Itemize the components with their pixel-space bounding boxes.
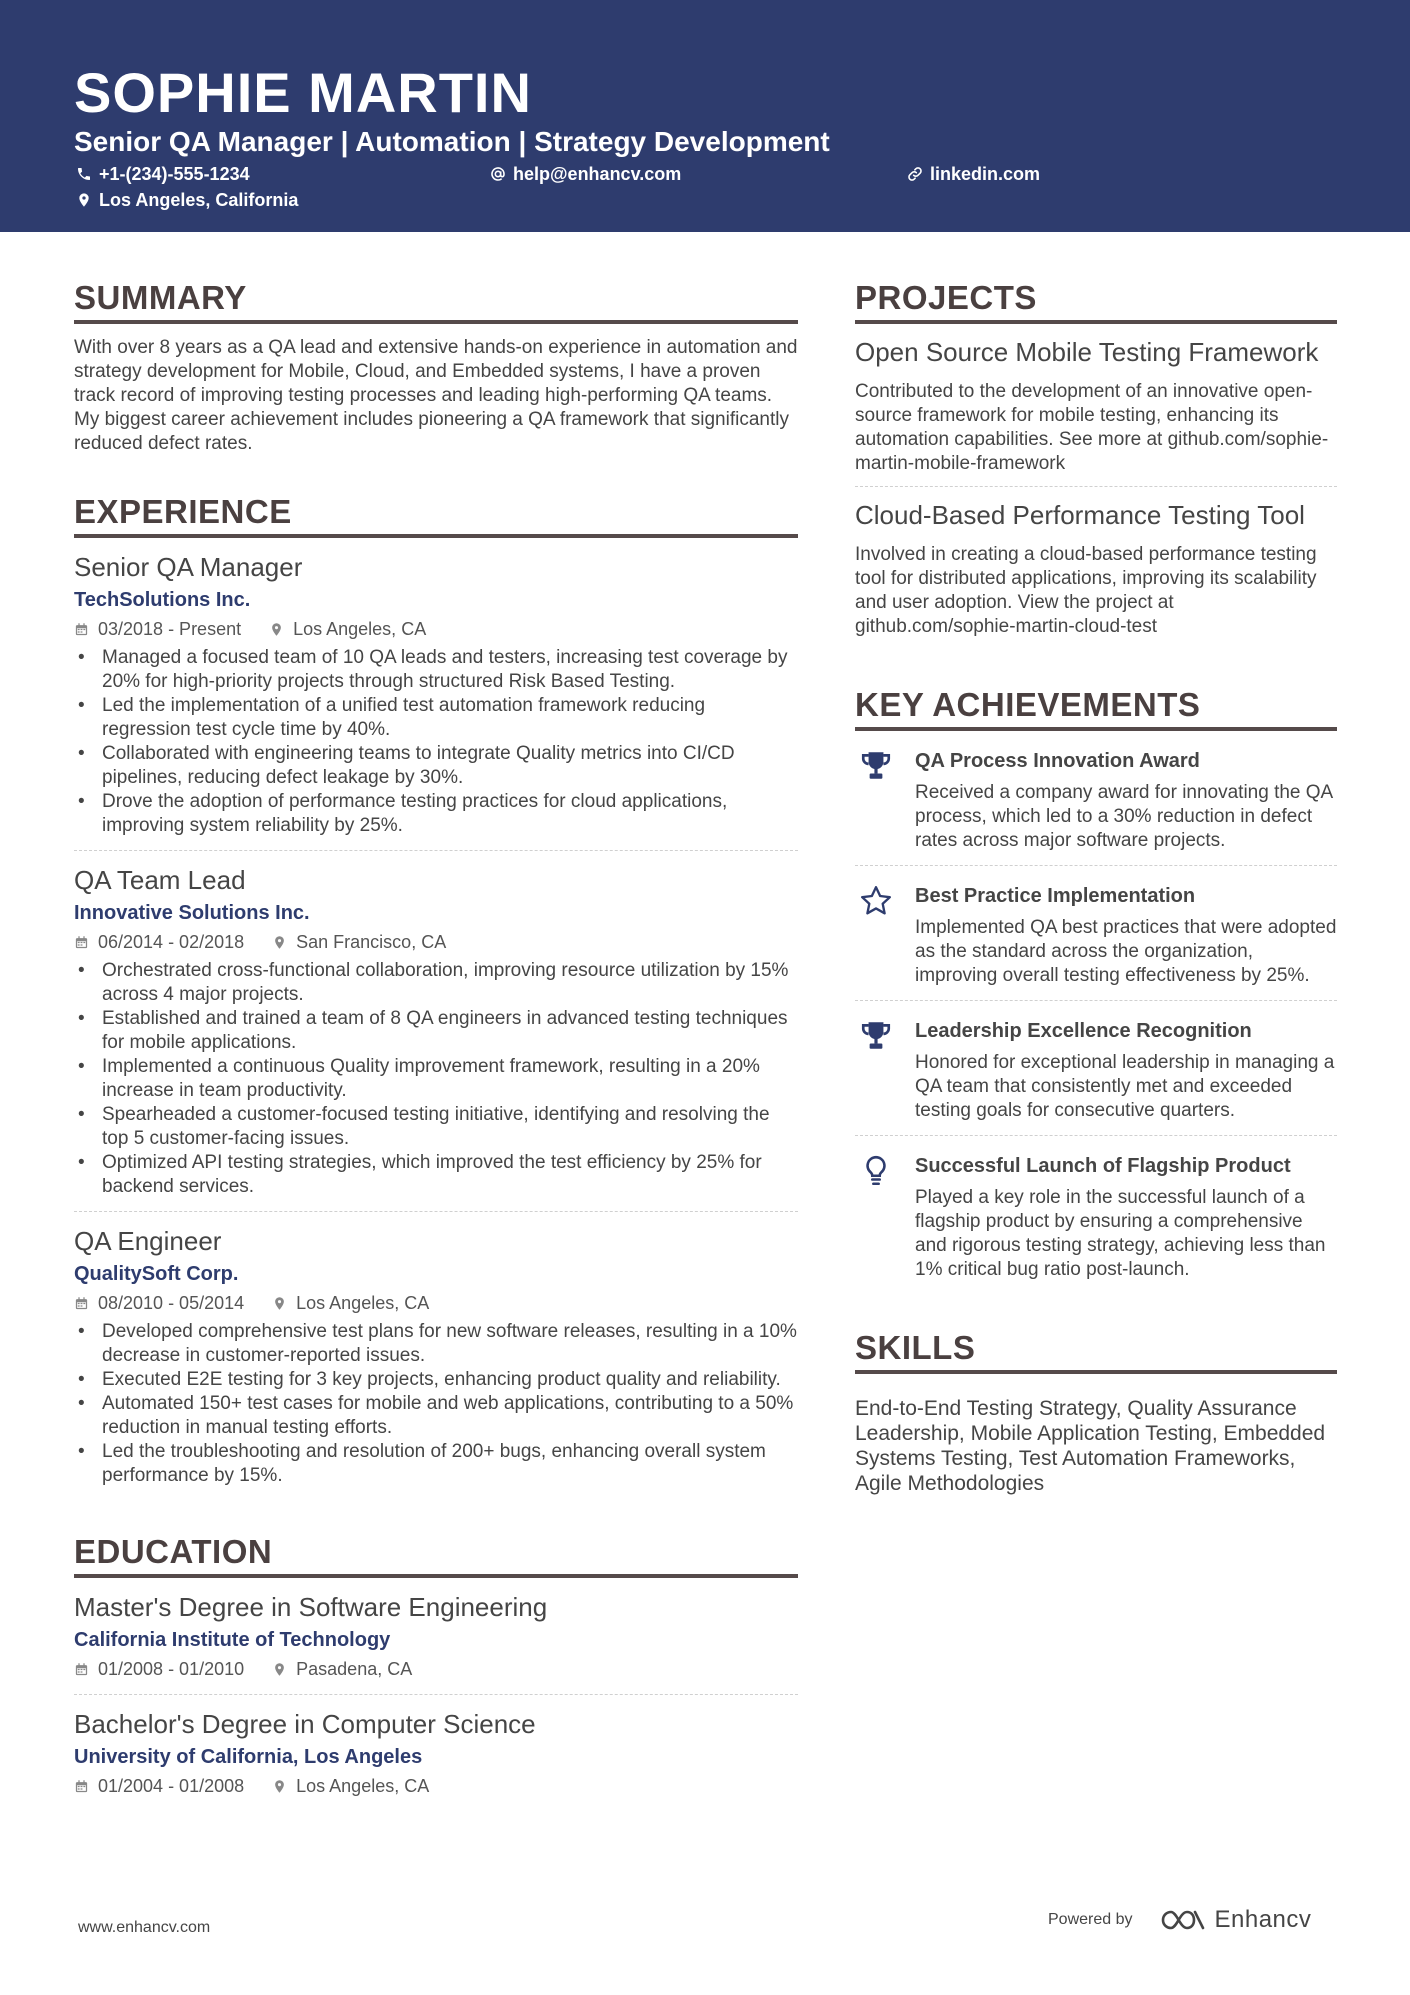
location-pin-icon	[272, 935, 287, 950]
contact-location	[76, 188, 298, 212]
candidate-name: SOPHIE MARTIN	[74, 61, 532, 124]
enhancv-logo-icon	[1159, 1907, 1207, 1933]
achievement-description: Received a company award for innovating the QA process, which led to a 30% reduction in defect rates across major software projects.	[915, 782, 1333, 851]
job-bullets	[74, 646, 798, 838]
brand-name: Enhancv	[1214, 1906, 1312, 1933]
job-bullets	[74, 959, 798, 1199]
education-dates: 01/2004 - 01/2008	[98, 1776, 245, 1796]
achievement-description: Honored for exceptional leadership in managing a QA team that consistently met and exceeded testing goals for consecutive quarters.	[915, 1052, 1335, 1121]
bullet-item: • Optimized API testing strategies, which improved the test efficiency by 25% for backend services.	[74, 1151, 798, 1199]
calendar-icon	[74, 1662, 89, 1677]
education-item	[74, 1707, 798, 1811]
achievement-title: Leadership Excellence Recognition	[915, 1020, 1252, 1042]
achievement-item	[855, 743, 1337, 866]
bullet-item: • Managed a focused team of 10 QA leads and testers, increasing test coverage by 20% for high-priority projects through structured Risk Based Testing.	[74, 646, 798, 694]
calendar-icon	[74, 935, 89, 950]
achievement-title: QA Process Innovation Award	[915, 750, 1200, 772]
project-description: Contributed to the development of an innovative open-source framework for mobile testing, enhancing its automation capabilities. See more at github.com/sophie-martin-mobile-framework	[855, 381, 1329, 474]
degree-title: Master's Degree in Software Engineering	[74, 1592, 548, 1622]
company-name: QualitySoft Corp.	[74, 1263, 239, 1285]
location-text: Los Angeles, California	[99, 190, 299, 210]
location-pin-icon	[272, 1779, 287, 1794]
achievements-heading: KEY ACHIEVEMENTS	[855, 685, 1337, 731]
skills-text: End-to-End Testing Strategy, Quality Assurance Leadership, Mobile Application Testing, Embedded Systems Testing, Test Automation Frameworks, Agile Methodologies	[855, 1397, 1326, 1495]
education-meta	[74, 1773, 798, 1799]
job-dates: 06/2014 - 02/2018	[98, 932, 245, 952]
experience-heading: EXPERIENCE	[74, 492, 798, 538]
job-title: Senior QA Manager	[74, 552, 303, 582]
project-title: Open Source Mobile Testing Framework	[855, 337, 1319, 367]
education-location	[272, 1773, 429, 1799]
job-meta	[74, 1290, 798, 1316]
location-pin-icon	[272, 1662, 287, 1677]
job-meta	[74, 929, 798, 955]
school-name: University of California, Los Angeles	[74, 1746, 423, 1768]
job-location	[272, 1290, 429, 1316]
achievement-item	[855, 878, 1337, 1001]
education-location	[272, 1656, 412, 1682]
achievement-item	[855, 1148, 1337, 1294]
project-item	[855, 499, 1337, 649]
job-location	[272, 929, 446, 955]
bullet-item: • Orchestrated cross-functional collaboration, improving resource utilization by 15% across 4 major projects.	[74, 959, 798, 1007]
job-location-text: Los Angeles, CA	[296, 1293, 430, 1313]
trophy-icon	[859, 749, 893, 783]
bullet-item: • Drove the adoption of performance testing practices for cloud applications, improving system reliability by 25%.	[74, 790, 798, 838]
job-meta	[74, 616, 798, 642]
link-icon	[907, 166, 923, 182]
experience-item	[74, 863, 798, 1212]
project-item	[855, 336, 1337, 487]
footer-branding	[1048, 1906, 1311, 1934]
star-icon	[859, 884, 893, 918]
bullet-item: • Developed comprehensive test plans for new software releases, resulting in a 10% decrease in customer-reported issues.	[74, 1320, 798, 1368]
job-bullets	[74, 1320, 798, 1488]
education-item	[74, 1590, 798, 1695]
candidate-title: Senior QA Manager | Automation | Strategy Development	[74, 126, 830, 157]
education-location-text: Los Angeles, CA	[296, 1776, 430, 1796]
right-column	[855, 278, 1337, 1496]
achievement-description: Implemented QA best practices that were adopted as the standard across the organization, improving overall testing effectiveness by 25%.	[915, 917, 1337, 986]
resume-header	[0, 0, 1410, 232]
phone-icon	[76, 166, 92, 182]
bullet-item: • Implemented a continuous Quality improvement framework, resulting in a 20% increase in team productivity.	[74, 1055, 798, 1103]
experience-item	[74, 1224, 798, 1500]
job-location	[269, 616, 426, 642]
job-title: QA Engineer	[74, 1226, 222, 1256]
email-text: help@enhancv.com	[513, 164, 682, 184]
linkedin-text: linkedin.com	[930, 164, 1041, 184]
bullet-item: • Led the implementation of a unified test automation framework reducing regression test cycle time by 40%.	[74, 694, 798, 742]
bullet-item: • Spearheaded a customer-focused testing initiative, identifying and resolving the top 5 customer-facing issues.	[74, 1103, 798, 1151]
lightbulb-icon	[859, 1154, 893, 1188]
location-pin-icon	[272, 1296, 287, 1311]
job-dates: 08/2010 - 05/2014	[98, 1293, 245, 1313]
contact-email[interactable]	[490, 162, 681, 186]
achievement-description: Played a key role in the successful launch of a flagship product by ensuring a comprehensive and rigorous testing strategy, achieving less than 1% critical bug ratio post-launch.	[915, 1187, 1326, 1280]
summary-text: With over 8 years as a QA lead and extensive hands-on experience in automation and strategy development for Mobile, Cloud, and Embedded systems, I have a proven track record of improving testing processes and leading high-performing QA teams. My biggest career achievement includes pioneering a QA framework that significantly reduced defect rates.	[74, 337, 798, 454]
education-dates: 01/2008 - 01/2010	[98, 1659, 245, 1679]
job-title: QA Team Lead	[74, 865, 246, 895]
phone-text: +1-(234)-555-1234	[99, 164, 250, 184]
trophy-icon	[859, 1019, 893, 1053]
education-heading: EDUCATION	[74, 1532, 798, 1578]
summary-heading: SUMMARY	[74, 278, 798, 324]
achievement-title: Best Practice Implementation	[915, 885, 1196, 907]
bullet-item: • Established and trained a team of 8 QA engineers in advanced testing techniques for mobile applications.	[74, 1007, 798, 1055]
education-location-text: Pasadena, CA	[296, 1659, 413, 1679]
at-icon	[490, 166, 506, 182]
powered-by-label: Powered by	[1048, 1911, 1133, 1928]
bullet-item: • Collaborated with engineering teams to integrate Quality metrics into CI/CD pipelines, reducing defect leakage by 30%.	[74, 742, 798, 790]
location-pin-icon	[76, 192, 92, 208]
brand-logo[interactable]	[1159, 1906, 1312, 1934]
school-name: California Institute of Technology	[74, 1629, 391, 1651]
project-title: Cloud-Based Performance Testing Tool	[855, 500, 1305, 530]
footer-website[interactable]: www.enhancv.com	[78, 1919, 211, 1936]
achievement-title: Successful Launch of Flagship Product	[915, 1155, 1291, 1177]
bullet-item: • Automated 150+ test cases for mobile and web applications, contributing to a 50% reduction in manual testing efforts.	[74, 1392, 798, 1440]
company-name: TechSolutions Inc.	[74, 589, 251, 611]
calendar-icon	[74, 622, 89, 637]
contact-linkedin[interactable]	[907, 162, 1040, 186]
left-column	[74, 278, 798, 1811]
calendar-icon	[74, 1779, 89, 1794]
experience-item	[74, 550, 798, 851]
location-pin-icon	[269, 622, 284, 637]
job-dates: 03/2018 - Present	[98, 619, 242, 639]
contact-phone[interactable]	[76, 162, 250, 186]
degree-title: Bachelor's Degree in Computer Science	[74, 1709, 536, 1739]
bullet-item: • Led the troubleshooting and resolution of 200+ bugs, enhancing overall system performance by 15%.	[74, 1440, 798, 1488]
job-location-text: San Francisco, CA	[296, 932, 447, 952]
job-location-text: Los Angeles, CA	[293, 619, 427, 639]
bullet-item: • Executed E2E testing for 3 key projects, enhancing product quality and reliability.	[74, 1368, 798, 1392]
projects-heading: PROJECTS	[855, 278, 1337, 324]
achievement-item	[855, 1013, 1337, 1136]
education-meta	[74, 1656, 798, 1682]
skills-heading: SKILLS	[855, 1328, 1337, 1374]
calendar-icon	[74, 1296, 89, 1311]
company-name: Innovative Solutions Inc.	[74, 902, 310, 924]
project-description: Involved in creating a cloud-based performance testing tool for distributed applications, improving its scalability and user adoption. View the project at github.com/sophie-martin-cloud-test	[855, 544, 1317, 637]
